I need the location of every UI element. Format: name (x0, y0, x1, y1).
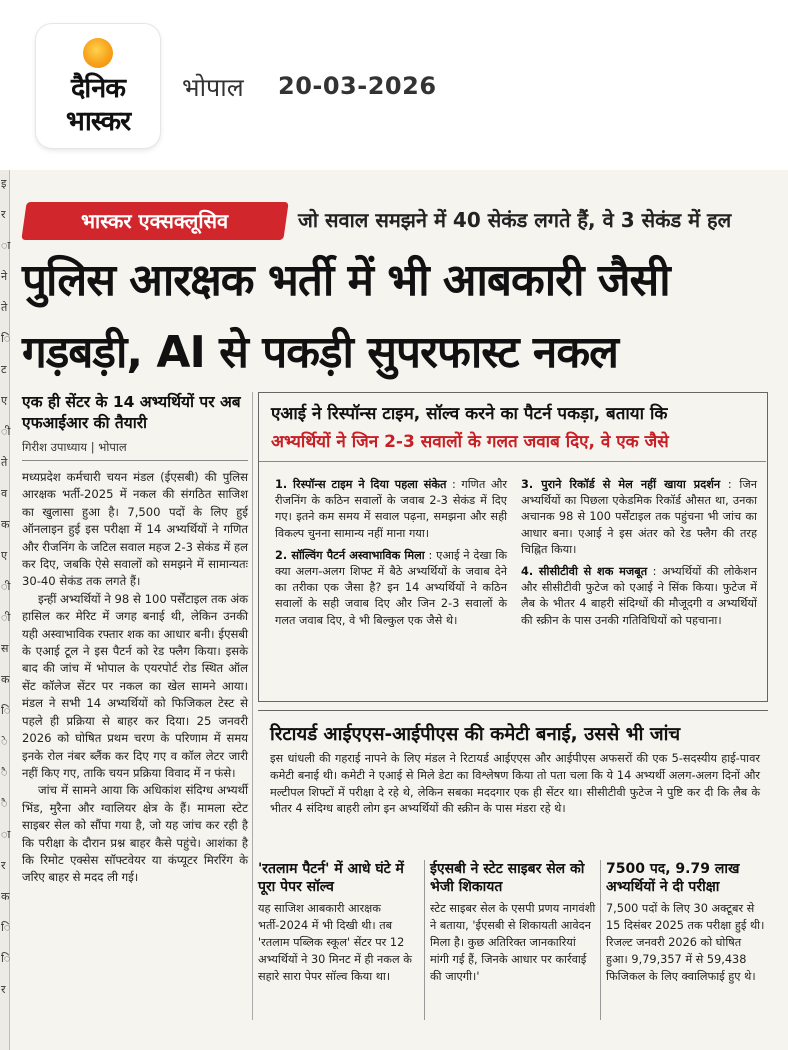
column-heading: 'रतलाम पैटर्न' में आधे घंटे में पूरा पेपर सॉल्व (258, 861, 404, 895)
box-point (521, 564, 757, 629)
sub-headline: एक ही सेंटर के 14 अभ्यर्थियों पर अब एफआईआर की तैयारी (22, 393, 241, 432)
point-title: 2. सॉल्विंग पैटर्न अस्वाभाविक मिला (275, 548, 425, 562)
box-point (275, 548, 507, 629)
edge-fragment: स (1, 642, 9, 655)
edge-fragment: र (1, 859, 6, 872)
sidebar-ratlam-pattern (258, 860, 418, 985)
point-title: 3. पुराने रिकॉर्ड से मेल नहीं खाया प्रदर्शन (521, 478, 721, 491)
edge-fragment: ै (1, 766, 8, 779)
story-paragraph: जांच में सामने आया कि अधिकांश संदिग्ध अभ्यर्थी भिंड, मुरैना और ग्वालियर क्षेत्र के हैं। मामला स्टेट साइबर सेल को सौंपा गया है, जो यह जांच कर रही है कि परीक्षा के दौरान प्रश्न बाहर कैसे पहुंचे। आशंका है कि रिमोट एक्सेस सॉफ्टवेयर या कंप्यूटर मिररिंग के जरिए बाहर से मदद ली गई। (22, 783, 248, 885)
edge-fragment: ि (1, 704, 11, 717)
edge-fragment: ि (1, 952, 11, 965)
box-point (521, 477, 757, 558)
edge-fragment: क (1, 673, 10, 686)
cropped-column-edge (0, 170, 10, 1050)
committee-section (258, 710, 768, 850)
edge-fragment: ए (1, 394, 8, 407)
edge-fragment: ते (1, 456, 8, 469)
point-text: : जिन अभ्यर्थियों का पिछला एकेडमिक रिकॉर्ड औसत था, उनका अचानक 98 से 100 पर्सेंटाइल तक पहुंचना भी जांच का आधार बना। एआई ने इस अंतर को रेड फ्लैग की तरह चिह्नित किया। (521, 478, 757, 556)
edge-fragment: ी (1, 425, 11, 438)
box-heading-line-2: अभ्यर्थियों ने जिन 2-3 सवालों के गलत जवाब दिए, वे एक जैसे (271, 432, 669, 452)
committee-heading: रिटायर्ड आईएएस-आईपीएस की कमेटी बनाई, उससे भी जांच (270, 724, 681, 745)
edge-fragment: ते (1, 301, 8, 314)
point-title: 1. रिस्पॉन्स टाइम ने दिया पहला संकेत (275, 478, 447, 491)
column-text: स्टेट साइबर सेल के एसपी प्रणय नागवंशी ने बताया, 'ईएसबी से शिकायती आवेदन मिला है। कुछ अतिरिक्त जानकारियां मांगी गई हैं, जिनके आधार पर कार्रवाई की जाएगी।' (430, 902, 596, 983)
column-divider (252, 392, 253, 1020)
edge-fragment: ि (1, 921, 11, 934)
box-column-left (275, 477, 507, 635)
point-text: : गणित और रीजनिंग के कठिन सवालों के जवाब 2-3 सेकंड में दिए गए। इतने कम समय में सवाल पढ़ना, समझना और सही विकल्प चुनना सामान्य नहीं माना गया। (275, 478, 508, 540)
sun-icon (83, 38, 113, 68)
headline-line-2: गड़बड़ी, AI से पकड़ी सुपरफास्ट नकल (22, 327, 618, 378)
ai-detection-box (258, 392, 768, 702)
byline: गिरीश उपाध्याय | भोपाल (22, 440, 248, 461)
edge-fragment: ट (1, 363, 7, 376)
edge-fragment: र (1, 208, 6, 221)
story-paragraph: इन्हीं अभ्यर्थियों ने 98 से 100 पर्सेंटाइल तक अंक हासिल कर मेरिट में जगह बनाई थी, लेकिन उनकी यही अस्वाभाविक रफ्तार शक का आधार बनी। ईएसबी के एआई टूल ने इस पैटर्न को रेड फ्लैग किया। इसके बाद की जांच में भोपाल के एयरपोर्ट रोड स्थित ऑल सेंट कॉलेज सेंटर पर नकल का खेल सामने आया। मंडल ने सभी 14 अभ्यर्थियों को फिजिकल टेस्ट से पहले ही प्रक्रिया से बाहर कर दिया। 25 जनवरी 2026 को घोषित प्रथम चरण के परिणाम में समय इनके रोल नंबर ब्लैंक कर दिए गए व कॉल लेटर जारी नहीं किए गए, ताकि चयन प्रक्रिया विवाद में न फंसे। (22, 591, 248, 780)
edge-fragment: क (1, 890, 10, 903)
point-title: 4. सीसीटीवी से शक मजबूत (521, 565, 648, 579)
publisher-logo[interactable] (36, 24, 160, 148)
edge-fragment: ै (1, 797, 8, 810)
kicker: जो सवाल समझने में 40 सेकंड लगते हैं, वे 3 सेकंड में हल (298, 208, 732, 232)
main-story-column (22, 392, 248, 887)
column-heading: ईएसबी ने स्टेट साइबर सेल को भेजी शिकायत (430, 861, 585, 895)
point-text: : अभ्यर्थियों की लोकेशन और सीसीटीवी फुटेज को एआई ने सिंक किया। फुटेज में लैब के भीतर 4 बाहरी संदिग्धों की मौजूदगी व अभ्यर्थियों की स्क्रीन के पास उनकी गतिविधियों को पहचाना। (521, 565, 757, 627)
edition-date: 20-03-2026 (278, 72, 437, 100)
sidebar-cyber-cell (430, 860, 598, 985)
box-point (275, 477, 507, 542)
story-body (22, 469, 248, 887)
edge-fragment: ा (1, 828, 11, 841)
column-rule (424, 860, 425, 1020)
edge-fragment: ि (1, 332, 11, 345)
logo-line-2: भास्कर (65, 106, 131, 137)
column-rule (600, 860, 601, 1020)
sidebar-exam-stats (606, 860, 766, 985)
column-text: 7,500 पदों के लिए 30 अक्टूबर से 15 दिसंबर 2025 तक परीक्षा हुई थी। रिजल्ट जनवरी 2026 को घोषित हुआ। 9,79,357 में से 59,438 फिजिकल के लिए क्वालिफाई हुए थे। (606, 902, 765, 983)
box-heading-line-1: एआई ने रिस्पॉन्स टाइम, सॉल्व करने का पैटर्न पकड़ा, बताया कि (271, 404, 668, 424)
edge-fragment: र (1, 983, 6, 996)
point-text: : एआई ने देखा कि क्या अलग-अलग शिफ्ट में बैठे अभ्यर्थियों के जवाब देने का तरीका एक जैसा है? इन 14 अभ्यर्थियों ने कठिन सवालों के सही जवाब दिए और जिन 2-3 सवालों के गलत जवाब दिए, वे भी बिल्कुल एक जैसे थे। (275, 548, 507, 627)
exclusive-tag: भास्कर एक्सक्लूसिव (21, 202, 288, 240)
app-header (0, 0, 788, 168)
edition-city: भोपाल (182, 73, 244, 102)
edge-fragment: ी (1, 611, 11, 624)
edge-fragment: ी (1, 580, 11, 593)
edge-fragment: इ (1, 177, 7, 190)
story-paragraph: मध्यप्रदेश कर्मचारी चयन मंडल (ईएसबी) की पुलिस आरक्षक भर्ती-2025 में नकल की संगठित साजिश का खुलासा हुआ है। 7,500 पदों के लिए हुई ऑनलाइन हुई इस परीक्षा में 14 अभ्यर्थियों ने गणित और रीजनिंग के जटिल सवाल महज 2-3 सेकंड में हल कर दिए, जबकि ऐसे सवालों को समझने में सामान्यतः 30-40 सेकंड तक लगते हैं। (22, 470, 248, 589)
column-heading: 7500 पद, 9.79 लाख अभ्यर्थियों ने दी परीक्षा (606, 861, 740, 895)
headline-line-1: पुलिस आरक्षक भर्ती में भी आबकारी जैसी (22, 255, 670, 306)
edge-fragment: ने (1, 270, 8, 283)
column-text: यह साजिश आबकारी आरक्षक भर्ती-2024 में भी दिखी थी। तब 'रतलाम पब्लिक स्कूल' सेंटर पर 12 अभ्यर्थियों ने 30 मिनट में ही नकल के सहारे सारा पेपर सॉल्व किया था। (258, 902, 412, 983)
committee-text: इस धांधली की गहराई नापने के लिए मंडल ने रिटायर्ड आईएएस और आईपीएस अफसरों की एक 5-सदस्यीय हाई-पावर कमेटी बनाई थी। कमेटी ने एआई से मिले डेटा का विश्लेषण किया तो पता चला कि ये 14 अभ्यर्थी अलग-अलग दिनों और मल्टीपल शिफ्टों में परीक्षा दे रहे थे, लेकिन सबका मददगार एक ही सेंटर था। सीसीटीवी फुटेज ने पुष्टि कर दी कि लैब के भीतर 4 संदिग्ध बाहरी लोग इन अभ्यर्थियों की स्क्रीन के पास मंडरा रहे थे। (270, 752, 760, 816)
edge-fragment: ा (1, 239, 11, 252)
newspaper-clipping (0, 170, 788, 1050)
logo-line-1: दैनिक (70, 73, 126, 104)
edge-fragment: क (1, 518, 10, 531)
edge-fragment: व (1, 487, 8, 500)
box-divider (259, 461, 766, 462)
box-column-right (521, 477, 757, 635)
edge-fragment: ए (1, 549, 8, 562)
edge-fragment: े (1, 735, 8, 748)
